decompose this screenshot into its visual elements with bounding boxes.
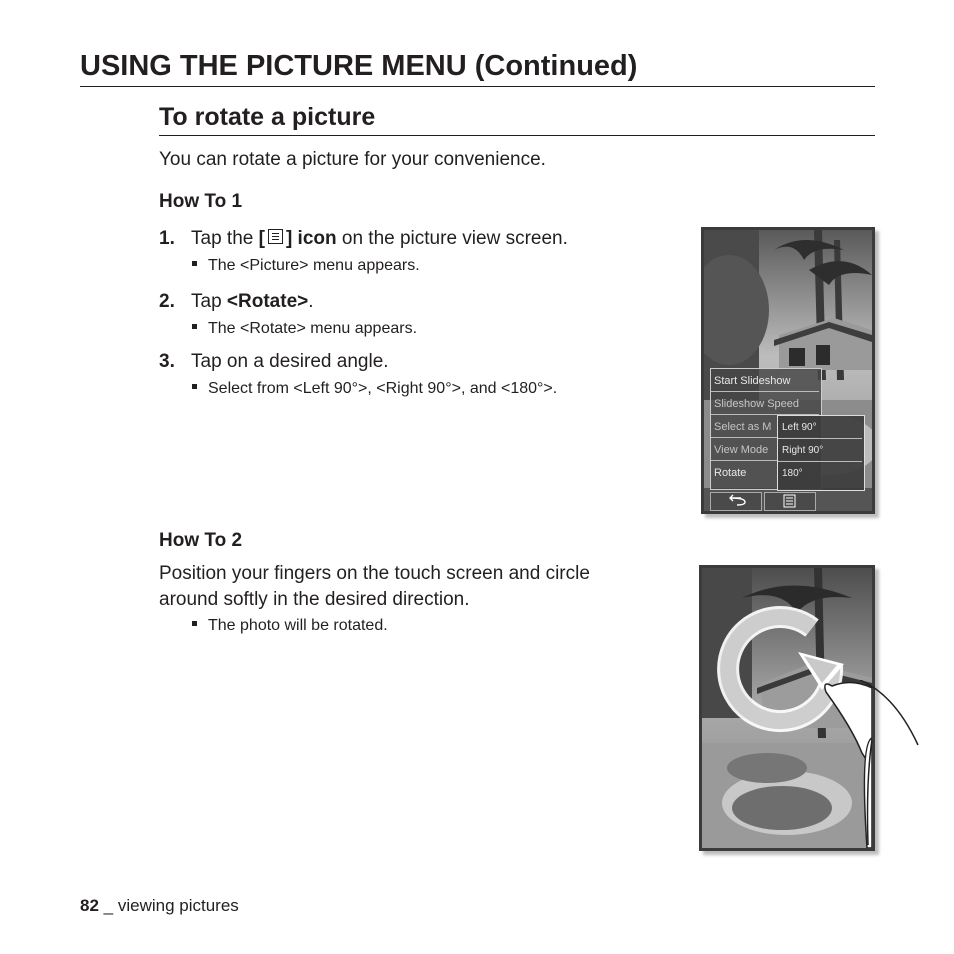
how-to-2-heading: How To 2 <box>159 530 243 551</box>
submenu-180[interactable]: 180° <box>782 468 803 479</box>
footer-separator: _ <box>103 896 114 915</box>
back-icon <box>711 493 761 510</box>
menu-item-rotate[interactable]: Rotate <box>714 467 747 479</box>
bullet-square <box>192 384 197 389</box>
step-1 <box>159 228 568 250</box>
how-to-2-bullet <box>192 617 388 635</box>
page-number: 82 <box>80 896 99 915</box>
page-footer <box>80 896 239 916</box>
menu-item-slideshow-speed[interactable]: Slideshow Speed <box>714 398 800 410</box>
menu-item-view-mode[interactable]: View Mode <box>714 444 769 456</box>
step-1-bullet <box>192 257 420 275</box>
submenu-divider <box>778 461 862 462</box>
menu-button[interactable] <box>764 492 816 511</box>
step-text: Tap the <box>191 228 254 249</box>
step-3 <box>159 351 389 373</box>
menu-item-start-slideshow[interactable]: Start Slideshow <box>714 375 791 387</box>
section-divider <box>159 135 875 136</box>
device-screen-rotate-menu <box>701 227 875 514</box>
step-text: Tap on a desired angle. <box>191 351 389 372</box>
icon-word: icon <box>297 228 337 249</box>
menu-list-icon <box>268 229 283 244</box>
bullet-square <box>192 621 197 626</box>
device-screen-rotate-gesture <box>699 565 875 851</box>
how-to-2-text-line-2: around softly in the desired direction. <box>159 589 470 610</box>
step-number: 3. <box>159 351 175 372</box>
step-text-after: . <box>308 291 314 312</box>
bullet-text: The photo will be rotated. <box>208 617 388 634</box>
how-to-2-text-line-1: Position your fingers on the touch screen and circle <box>159 563 590 584</box>
bullet-text: Select from <Left 90°>, <Right 90°>, and <180°>. <box>208 380 558 397</box>
bracket-close: ] <box>285 228 293 249</box>
bullet-square <box>192 261 197 266</box>
submenu-right-90[interactable]: Right 90° <box>782 445 824 456</box>
bracket-open: [ <box>258 228 265 249</box>
footer-section: viewing pictures <box>117 896 239 915</box>
step-text: Tap <box>191 291 222 312</box>
submenu-divider <box>778 438 862 439</box>
bullet-text: The <Picture> menu appears. <box>208 257 420 274</box>
step-3-bullet <box>192 380 557 398</box>
section-title: To rotate a picture <box>159 103 376 131</box>
bullet-square <box>192 324 197 329</box>
rotate-label: <Rotate> <box>226 291 309 312</box>
bullet-text: The <Rotate> menu appears. <box>208 320 418 337</box>
step-number: 2. <box>159 291 175 312</box>
submenu-left-90[interactable]: Left 90° <box>782 422 817 433</box>
menu-list-icon <box>765 493 815 510</box>
step-2 <box>159 291 314 313</box>
menu-item-select-as[interactable]: Select as M <box>714 421 772 433</box>
back-button[interactable] <box>710 492 762 511</box>
intro-text: You can rotate a picture for your convenience. <box>159 149 546 170</box>
menu-divider <box>711 391 819 392</box>
step-2-bullet <box>192 320 417 338</box>
step-text-after: on the picture view screen. <box>341 228 568 249</box>
title-divider <box>80 86 875 87</box>
how-to-1-heading: How To 1 <box>159 191 243 212</box>
finger-icon <box>702 568 872 848</box>
step-number: 1. <box>159 228 175 249</box>
hand-outline <box>860 680 930 850</box>
page-title: USING THE PICTURE MENU (Continued) <box>80 50 638 82</box>
